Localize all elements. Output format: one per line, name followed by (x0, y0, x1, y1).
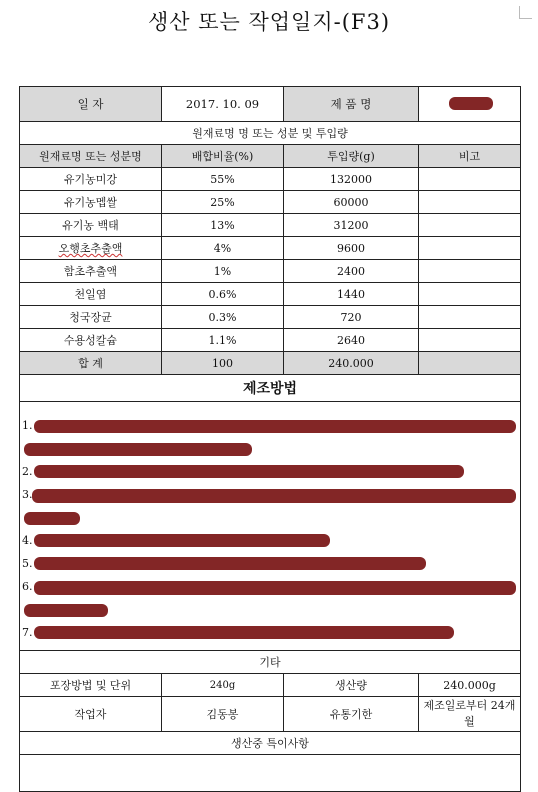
ingredient-ratio[interactable]: 25% (162, 191, 284, 214)
ingredient-name[interactable]: 유기농미강 (20, 168, 162, 191)
ingredients-section-title: 원재료명 명 또는 성분 및 투입량 (20, 122, 521, 145)
ingredient-note[interactable] (419, 260, 521, 283)
method-title-row (20, 375, 521, 402)
ingredient-ratio[interactable]: 0.3% (162, 306, 284, 329)
method-steps[interactable] (20, 402, 521, 651)
step-number: 7. (22, 626, 33, 639)
col-header-name: 원재료명 또는 성분명 (20, 145, 162, 168)
ingredient-name[interactable]: 함초추출액 (20, 260, 162, 283)
notes-content[interactable] (20, 755, 521, 792)
notes-row (20, 755, 521, 792)
step-number: 3. (22, 488, 33, 501)
packaging-value[interactable]: 240g (162, 674, 284, 697)
ingredient-ratio[interactable]: 1% (162, 260, 284, 283)
ingredient-note[interactable] (419, 283, 521, 306)
ingredient-ratio[interactable]: 0.6% (162, 283, 284, 306)
ingredient-amount[interactable]: 9600 (284, 237, 419, 260)
step-number: 4. (22, 534, 33, 547)
ingredient-name[interactable]: 유기농 백태 (20, 214, 162, 237)
ingredient-amount[interactable]: 2640 (284, 329, 419, 352)
header-row (20, 87, 521, 122)
ingredient-amount[interactable]: 31200 (284, 214, 419, 237)
notes-title: 생산중 특이사항 (20, 732, 521, 755)
col-header-ratio: 배합비율(%) (162, 145, 284, 168)
ingredient-ratio[interactable]: 4% (162, 237, 284, 260)
ingredient-row (20, 214, 521, 237)
product-label: 제 품 명 (284, 87, 419, 122)
ingredient-ratio[interactable]: 1.1% (162, 329, 284, 352)
col-header-amount: 투입량(g) (284, 145, 419, 168)
step-redaction (24, 604, 108, 617)
step-redaction (34, 534, 330, 547)
ingredients-section-row (20, 122, 521, 145)
ingredient-name[interactable]: 수용성칼슘 (20, 329, 162, 352)
ingredient-row (20, 237, 521, 260)
total-note (419, 352, 521, 375)
ingredient-row (20, 306, 521, 329)
col-header-note: 비고 (419, 145, 521, 168)
total-label: 합 계 (20, 352, 162, 375)
ingredient-amount[interactable]: 132000 (284, 168, 419, 191)
etc-title-row (20, 651, 521, 674)
step-redaction (34, 420, 516, 433)
etc-title: 기타 (20, 651, 521, 674)
step-redaction (34, 557, 426, 570)
worker-label: 작업자 (20, 697, 162, 732)
method-step (20, 414, 520, 460)
date-value[interactable]: 2017. 10. 09 (162, 87, 284, 122)
ingredient-row (20, 260, 521, 283)
ingredient-row (20, 191, 521, 214)
step-number: 5. (22, 557, 33, 570)
method-step (20, 460, 520, 483)
step-number: 6. (22, 580, 33, 593)
ingredient-row (20, 168, 521, 191)
step-redaction (24, 443, 252, 456)
work-log-table (19, 86, 521, 792)
step-redaction (34, 581, 516, 595)
step-number: 2. (22, 465, 33, 478)
ingredient-row (20, 329, 521, 352)
step-redaction (24, 512, 80, 525)
step-redaction (34, 626, 454, 639)
method-step (20, 483, 520, 529)
ingredient-amount[interactable]: 2400 (284, 260, 419, 283)
worker-value[interactable]: 김동봉 (162, 697, 284, 732)
ingredient-note[interactable] (419, 214, 521, 237)
method-step (20, 621, 520, 644)
ingredient-name[interactable]: 오행초추출액 (20, 237, 162, 260)
ingredient-ratio[interactable]: 13% (162, 214, 284, 237)
ingredients-column-headers (20, 145, 521, 168)
method-title: 제조방법 (20, 375, 521, 402)
expiry-value[interactable]: 제조일로부터 24개월 (419, 697, 521, 732)
ingredient-note[interactable] (419, 329, 521, 352)
method-step (20, 552, 520, 575)
page-title: 생산 또는 작업일지-(F3) (147, 10, 391, 34)
ingredient-name[interactable]: 청국장균 (20, 306, 162, 329)
method-step (20, 575, 520, 621)
total-row (20, 352, 521, 375)
method-step (20, 529, 520, 552)
ingredient-note[interactable] (419, 306, 521, 329)
notes-title-row (20, 732, 521, 755)
ingredient-note[interactable] (419, 168, 521, 191)
total-amount: 240.000 (284, 352, 419, 375)
step-redaction (32, 489, 516, 503)
total-ratio: 100 (162, 352, 284, 375)
method-row (20, 402, 521, 651)
step-number: 1. (22, 419, 33, 432)
date-label: 일 자 (20, 87, 162, 122)
production-qty-label: 생산량 (284, 674, 419, 697)
packaging-label: 포장방법 및 단위 (20, 674, 162, 697)
ingredient-note[interactable] (419, 237, 521, 260)
ingredient-ratio[interactable]: 55% (162, 168, 284, 191)
step-redaction (34, 465, 464, 478)
packaging-row (20, 674, 521, 697)
ingredient-amount[interactable]: 1440 (284, 283, 419, 306)
expiry-label: 유통기한 (284, 697, 419, 732)
ingredient-row (20, 283, 521, 306)
ingredient-name[interactable]: 천일염 (20, 283, 162, 306)
ingredient-amount[interactable]: 720 (284, 306, 419, 329)
ingredient-name[interactable]: 유기농멥쌀 (20, 191, 162, 214)
worker-row (20, 697, 521, 732)
ingredient-note[interactable] (419, 191, 521, 214)
product-redaction (449, 97, 493, 110)
production-qty-value[interactable]: 240.000g (419, 674, 521, 697)
ingredient-amount[interactable]: 60000 (284, 191, 419, 214)
product-value[interactable] (419, 87, 521, 122)
